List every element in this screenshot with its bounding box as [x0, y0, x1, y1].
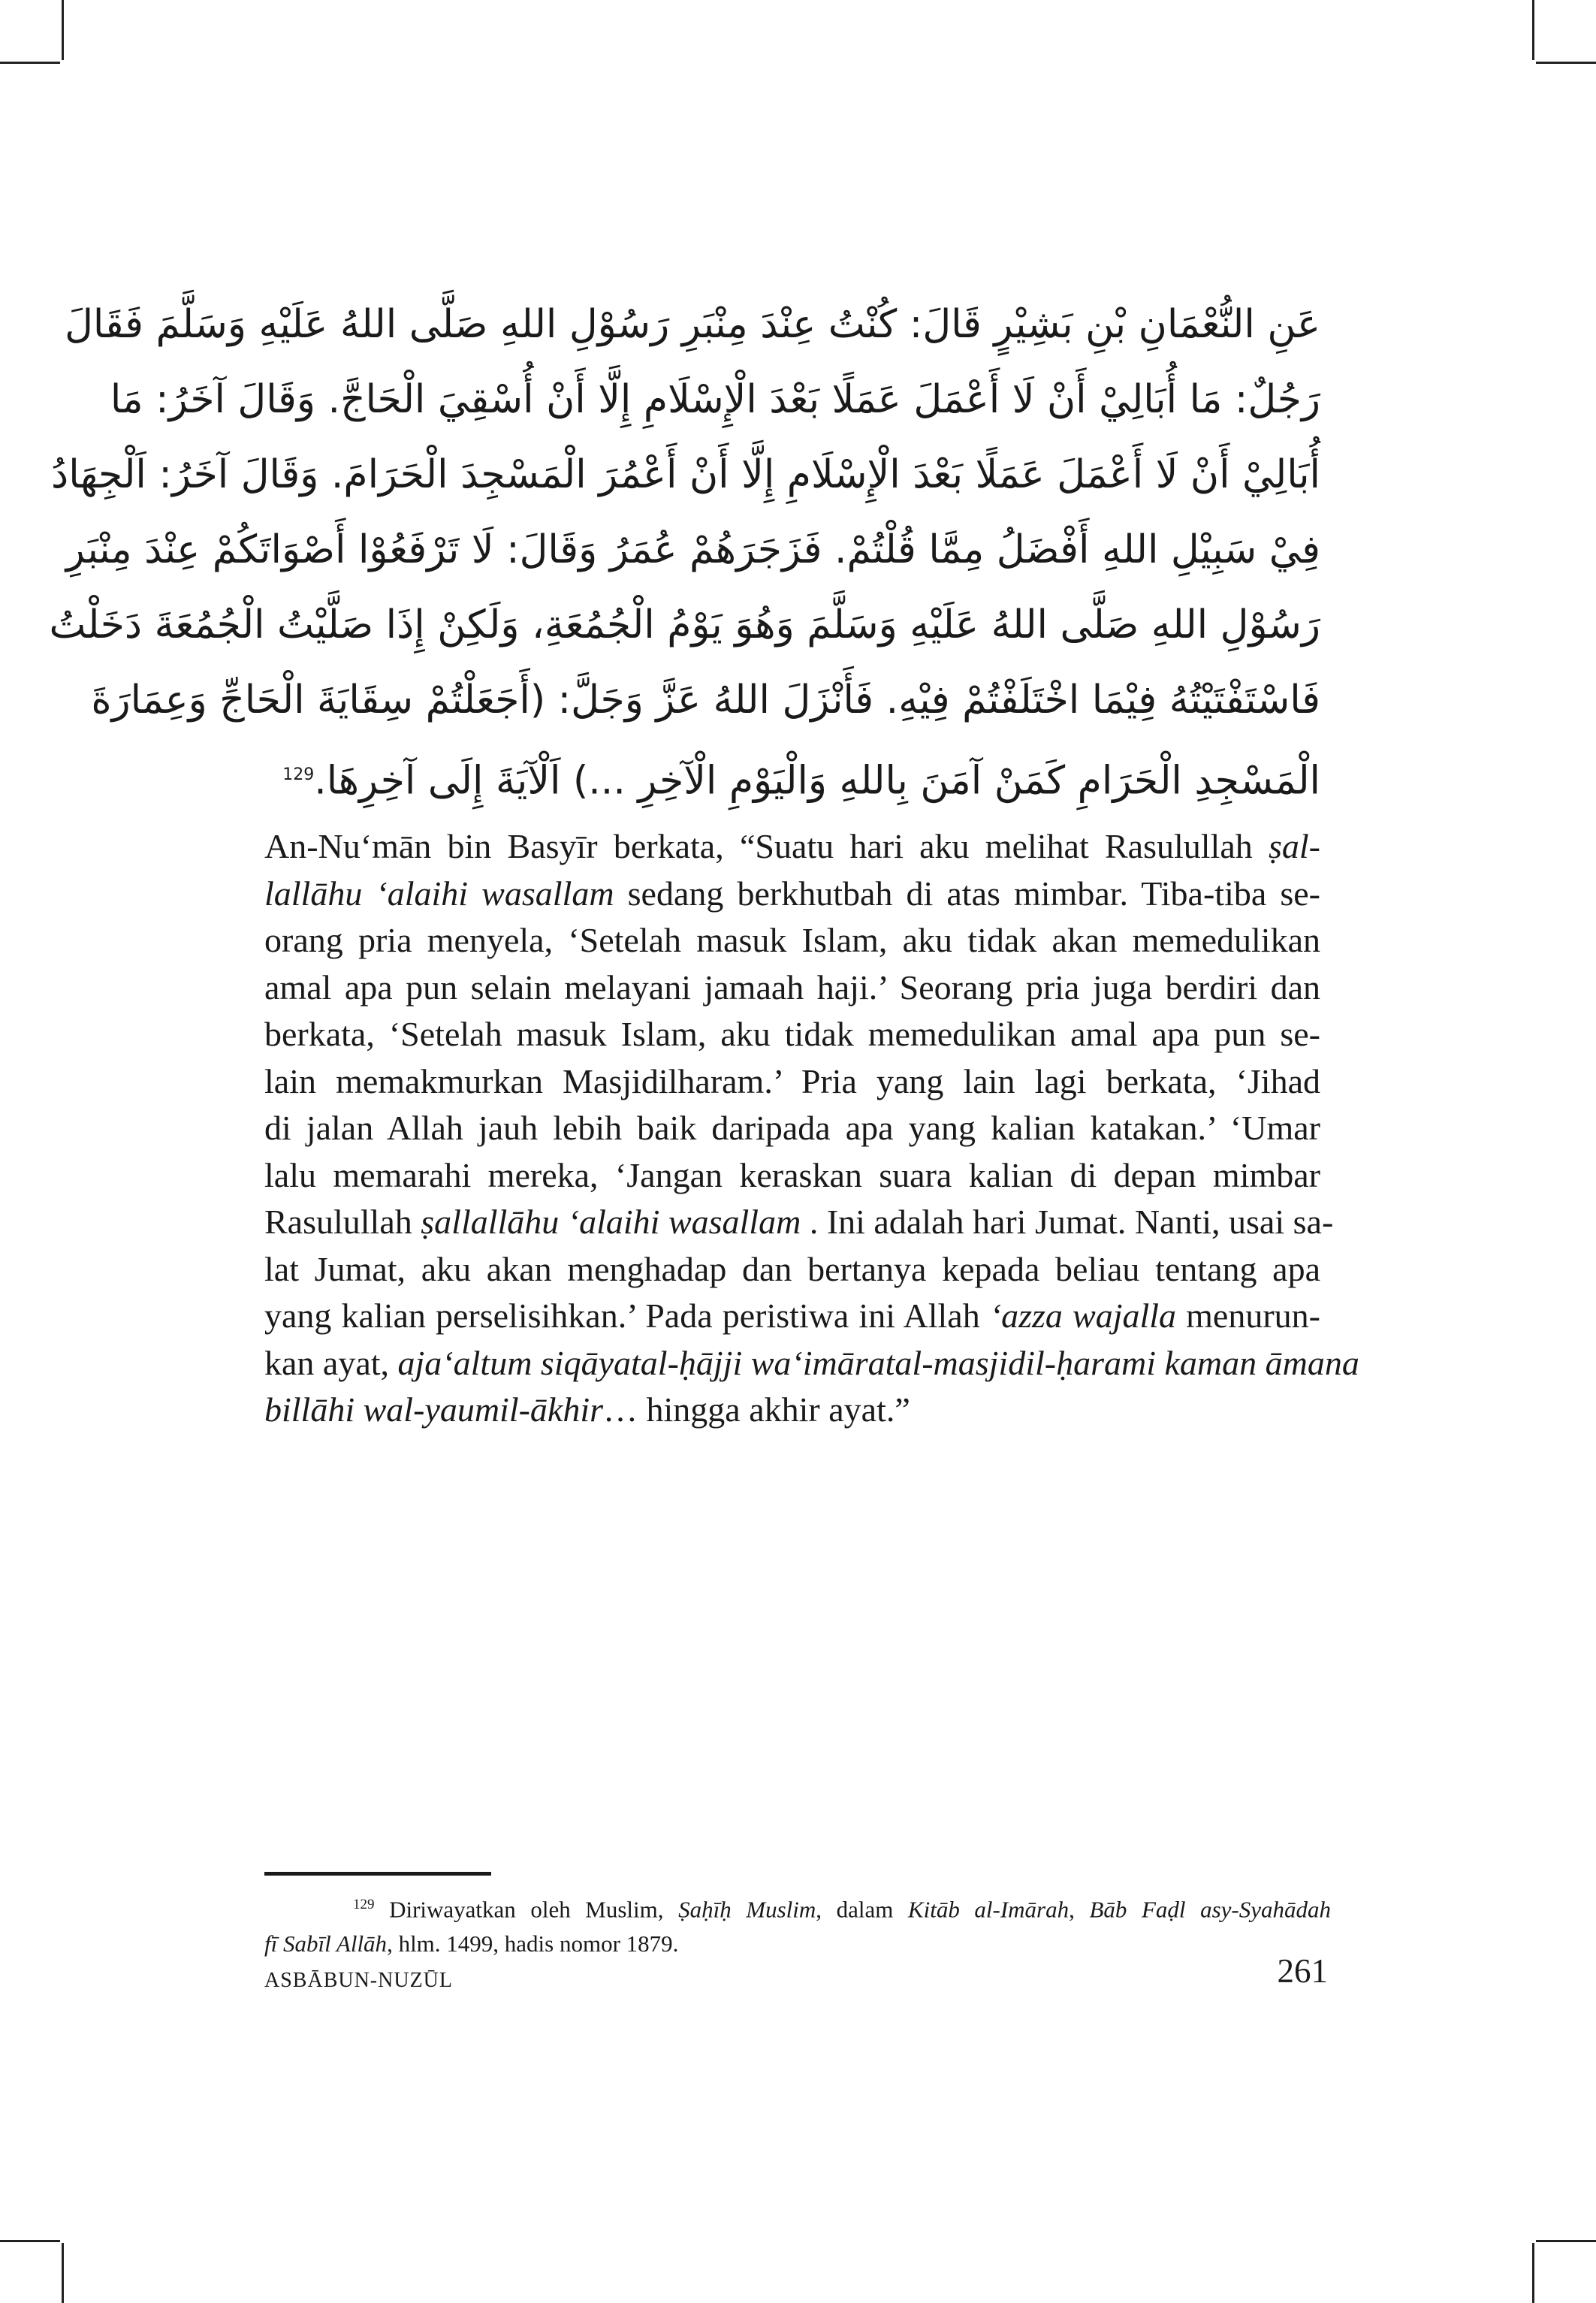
footnote-separator [264, 1872, 491, 1876]
italic-run: ‘azza wajalla [989, 1296, 1177, 1335]
arabic-line: فِيْ سَبِيْلِ اللهِ أَفْضَلُ مِمَّا قُلْتُمْ. فَزَجَرَهُمْ عُمَرُ وَقَالَ: لَا تَرْفَعُوْا أَصْوَاتَكُمْ عِنْدَ مِنْبَرِ [65, 527, 1320, 572]
italic-run: Bāb Faḍl asy-Syahādah [1089, 1896, 1331, 1923]
text-run: yang kalian perselisihkan.’ Pada peristiwa ini Allah [264, 1296, 990, 1335]
italic-run: ṣallallāhu ‘alaihi wasallam [421, 1203, 801, 1241]
text-line [264, 871, 1320, 918]
text-run: An-Nuʻmān bin Basyīr berkata, “Suatu hari aku melihat Rasulullah [264, 827, 1269, 865]
text-line [264, 1387, 1320, 1434]
arabic-line: رَسُوْلِ اللهِ صَلَّى اللهُ عَلَيْهِ وَسَلَّمَ وَهُوَ يَوْمُ الْجُمُعَةِ، وَلَكِنْ إِذَا صَلَّيْتُ الْجُمُعَةَ دَخَلْتُ [49, 602, 1320, 647]
arabic-line: فَاسْتَفْتَيْتُهُ فِيْمَا اخْتَلَفْتُمْ فِيْهِ. فَأَنْزَلَ اللهُ عَزَّ وَجَلَّ: (أَجَعَلْتُمْ سِقَايَةَ الْحَاجِّ وَعِمَارَةَ [91, 678, 1320, 723]
text-run: . Ini adalah hari Jumat. Nanti, usai sa- [801, 1203, 1334, 1241]
arabic-line: رَجُلٌ: مَا أُبَالِيْ أَنْ لَا أَعْمَلَ عَمَلًا بَعْدَ الْإِسْلَامِ إِلَّا أَنْ أُسْقِيَ الْحَاجَّ. وَقَالَ آخَرُ: مَا [110, 377, 1320, 422]
italic-run: Kitāb al-Imārah [907, 1896, 1070, 1923]
crop-mark-bottom-left-v [62, 2243, 64, 2303]
text-line: orang pria menyela, ‘Setelah masuk Islam, aku tidak akan memedulikan [264, 921, 1320, 959]
crop-mark-bottom-right-h [1536, 2240, 1596, 2242]
italic-run: lallāhu ‘alaihi wasallam [264, 874, 614, 913]
italic-run: billāhi wal-yaumil-ākhir [264, 1390, 604, 1429]
text-line: lat Jumat, aku akan menghadap dan bertanya kepada beliau tentang apa [264, 1249, 1320, 1288]
crop-mark-top-left-v [62, 0, 64, 60]
text-run: kan ayat, [264, 1343, 398, 1382]
text-run: , dalam [816, 1896, 908, 1923]
crop-mark-top-right-h [1536, 62, 1596, 64]
text-line [264, 823, 1320, 871]
translation-paragraph [264, 823, 1359, 1434]
crop-mark-top-left-h [0, 62, 60, 64]
crop-mark-bottom-right-v [1532, 2243, 1534, 2303]
text-run: , [1069, 1896, 1090, 1923]
running-head: ASBĀBUN-NUZŪL [264, 1969, 453, 1992]
arabic-line [264, 738, 1320, 818]
text-run: menurun- [1176, 1296, 1320, 1335]
footnote-line [264, 1927, 1331, 1961]
footnote [264, 1888, 1331, 1961]
italic-run: ṣal- [1269, 827, 1320, 865]
text-line [264, 1340, 1359, 1387]
text-run: , hlm. 1499, hadis nomor 1879. [387, 1930, 679, 1957]
text-line [264, 1293, 1320, 1340]
footnote-reference[interactable]: 129 [282, 765, 315, 784]
italic-run: Ṣaḥīḥ Muslim [678, 1896, 816, 1923]
text-run: Rasulullah [264, 1203, 421, 1241]
text-line: di jalan Allah jauh lebih baik daripada apa yang kalian katakan.’ ‘Umar [264, 1109, 1320, 1147]
arabic-line: عَنِ النُّعْمَانِ بْنِ بَشِيْرٍ قَالَ: كُنْتُ عِنْدَ مِنْبَرِ رَسُوْلِ اللهِ صَلَّى اللهُ عَلَيْهِ وَسَلَّمَ فَقَالَ [65, 302, 1320, 347]
text-run: Diriwayatkan oleh Muslim, [374, 1896, 679, 1923]
text-line: lalu memarahi mereka, ‘Jangan keraskan suara kalian di depan mimbar [264, 1155, 1320, 1194]
text-run: … hingga akhir ayat.” [603, 1390, 910, 1429]
footnote-line [264, 1888, 1331, 1927]
text-line: berkata, ‘Setelah masuk Islam, aku tidak memedulikan amal apa pun se- [264, 1015, 1320, 1053]
footnote-number: 129 [353, 1897, 375, 1912]
italic-run: aja‘altum siqāyatal-ḥājji wa‘imāratal-masjidil-ḥarami kaman āmana [397, 1343, 1359, 1382]
crop-mark-top-right-v [1532, 0, 1534, 60]
text-line: lain memakmurkan Masjidilharam.’ Pria yang lain lagi berkata, ‘Jihad [264, 1061, 1320, 1100]
arabic-line: أُبَالِيْ أَنْ لَا أَعْمَلَ عَمَلًا بَعْدَ الْإِسْلَامِ إِلَّا أَنْ أَعْمُرَ الْمَسْجِدَ الْحَرَامَ. وَقَالَ آخَرُ: اَلْجِهَادُ [51, 452, 1320, 497]
crop-mark-bottom-left-h [0, 2240, 60, 2242]
text-run: sedang berkhutbah di atas mimbar. Tiba-tiba se- [614, 874, 1320, 913]
arabic-hadith-text [49, 287, 1320, 818]
page-number: 261 [1277, 1952, 1328, 1990]
italic-run: fī Sabīl Allāh [264, 1930, 388, 1957]
text-line: amal apa pun selain melayani jamaah haji.’ Seorang pria juga berdiri dan [264, 967, 1320, 1007]
arabic-line-text: الْمَسْجِدِ الْحَرَامِ كَمَنْ آمَنَ بِاللهِ وَالْيَوْمِ الْآخِرِ ...) اَلْآيَةَ إِلَى آخِرِهَا. [314, 758, 1320, 804]
text-line [264, 1199, 1334, 1246]
